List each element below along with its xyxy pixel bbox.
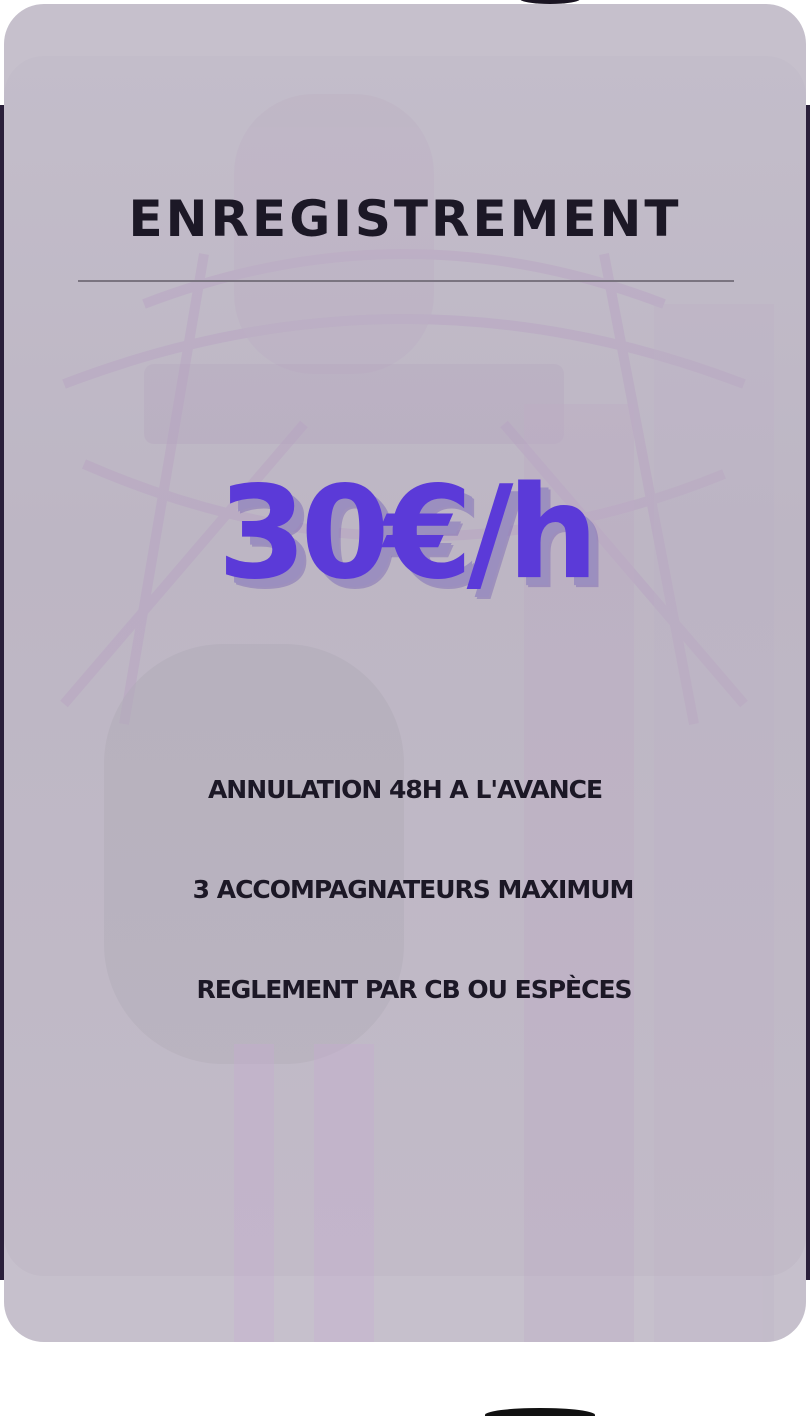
title-divider — [78, 280, 734, 282]
condition-item: 3 ACCOMPAGNATEURS MAXIMUM — [192, 875, 634, 904]
condition-item: REGLEMENT PAR CB OU ESPÈCES — [196, 975, 632, 1004]
conditions-list — [4, 772, 806, 1072]
condition-item: ANNULATION 48H A L'AVANCE — [207, 775, 603, 804]
pricing-card — [4, 4, 806, 1342]
decorative-shape — [485, 1408, 595, 1416]
price-label: 30€/h — [217, 459, 593, 608]
service-title: ENREGISTREMENT — [128, 190, 682, 248]
